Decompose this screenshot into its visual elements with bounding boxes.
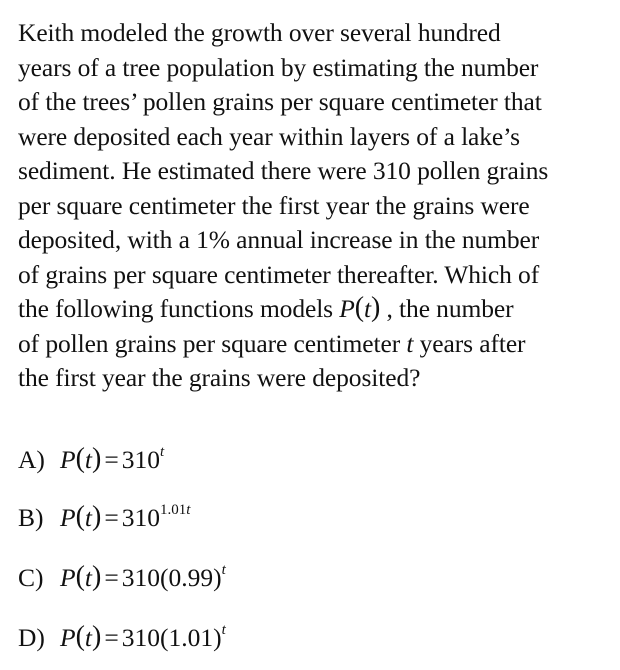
question-text-fragment: of pollen grains per square centimeter <box>18 328 407 358</box>
question-text-fragment: , the number <box>380 294 514 323</box>
time-variable: t <box>406 328 414 358</box>
open-paren: ( <box>75 621 85 652</box>
close-paren: ) <box>371 292 381 323</box>
open-paren: ( <box>354 292 364 323</box>
open-paren: ( <box>75 501 85 532</box>
question-line: per square centimeter the first year the grains were <box>18 190 530 220</box>
function-name: P <box>60 623 76 652</box>
open-paren: ( <box>75 561 85 592</box>
equals-sign: = <box>104 503 119 532</box>
choice-letter: B) <box>18 503 44 532</box>
question-line: years of a tree population by estimating the number <box>18 52 539 82</box>
exponent <box>160 502 190 518</box>
choice-d[interactable] <box>18 618 226 658</box>
function-variable: t <box>364 294 371 323</box>
question-text-fragment: years after <box>413 328 526 358</box>
choice-expression <box>60 623 226 652</box>
exponent-number: 1.01 <box>159 502 187 518</box>
choice-c[interactable] <box>18 558 226 598</box>
choice-expression <box>60 445 164 474</box>
exponent <box>222 562 226 578</box>
base-value: 310 <box>121 445 160 474</box>
close-paren: ) <box>92 621 102 652</box>
exponent <box>160 444 164 460</box>
question-line-with-variable <box>18 327 616 362</box>
base-value: 310 <box>121 503 160 532</box>
exponent <box>222 622 226 638</box>
question-line: sediment. He estimated there were 310 pollen grains <box>18 156 549 185</box>
choice-letter: C) <box>18 563 44 592</box>
question-text-fragment: the following functions models <box>18 294 340 323</box>
equals-sign: = <box>104 623 119 652</box>
exponent-variable: t <box>221 562 226 578</box>
function-variable: t <box>84 445 92 474</box>
choice-b[interactable] <box>18 498 190 538</box>
function-variable: t <box>84 503 92 532</box>
question-line: deposited, with a 1% annual increase in the number <box>18 225 540 254</box>
function-name: P <box>60 563 76 592</box>
question-line: were deposited each year within layers of a lake’s <box>18 121 520 151</box>
question-text <box>18 16 616 396</box>
exponent-variable: t <box>159 444 165 460</box>
question-line: the first year the grains were deposited? <box>18 363 421 392</box>
open-paren: ( <box>75 443 85 474</box>
choice-expression <box>60 563 226 592</box>
equals-sign: = <box>104 445 119 474</box>
choice-expression <box>60 503 190 532</box>
base-value: 310(0.99) <box>121 563 222 592</box>
question-line: of grains per square centimeter thereafter. Which of <box>18 259 540 289</box>
function-name: P <box>60 445 76 474</box>
exponent-variable: t <box>186 502 191 518</box>
base-value: 310(1.01) <box>121 623 222 652</box>
choice-letter: D) <box>18 623 45 652</box>
function-variable: t <box>84 563 92 592</box>
exponent-variable: t <box>221 622 226 638</box>
function-name: P <box>60 503 76 532</box>
choice-a[interactable] <box>18 440 164 480</box>
function-name: P <box>339 294 355 323</box>
question-line: Keith modeled the growth over several hundred <box>18 18 501 47</box>
function-variable: t <box>84 623 92 652</box>
question-line-with-function <box>18 292 616 327</box>
close-paren: ) <box>92 443 102 474</box>
close-paren: ) <box>92 501 102 532</box>
equals-sign: = <box>104 563 119 592</box>
question-line: of the trees’ pollen grains per square centimeter that <box>18 87 542 116</box>
close-paren: ) <box>92 561 102 592</box>
choice-letter: A) <box>18 445 45 474</box>
